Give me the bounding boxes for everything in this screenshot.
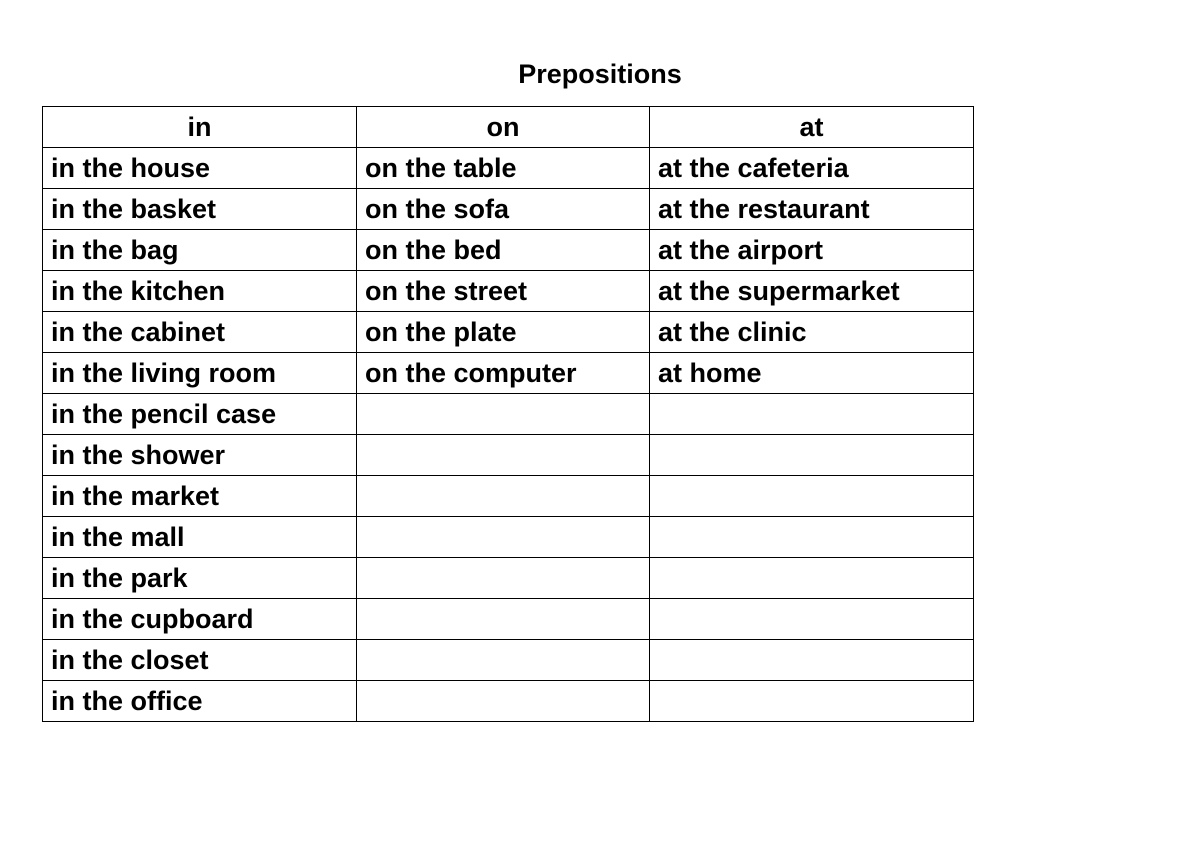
table-cell: in the bag <box>43 230 357 271</box>
table-cell <box>357 558 650 599</box>
table-row <box>43 558 974 599</box>
table-cell <box>357 517 650 558</box>
table-cell: on the computer <box>357 353 650 394</box>
table-cell: in the cupboard <box>43 599 357 640</box>
table-cell: at the restaurant <box>650 189 974 230</box>
page-title: Prepositions <box>518 59 682 89</box>
table-cell: at the airport <box>650 230 974 271</box>
table-cell: at the supermarket <box>650 271 974 312</box>
table-cell: in the cabinet <box>43 312 357 353</box>
table-header-row <box>43 107 974 148</box>
table-cell <box>650 476 974 517</box>
table-cell <box>650 435 974 476</box>
table-cell: in the market <box>43 476 357 517</box>
table-cell <box>650 394 974 435</box>
table-cell <box>650 517 974 558</box>
table-cell <box>357 681 650 722</box>
table-cell: at the cafeteria <box>650 148 974 189</box>
table-row <box>43 189 974 230</box>
table-row <box>43 353 974 394</box>
table-cell <box>650 599 974 640</box>
table-row <box>43 517 974 558</box>
table-row <box>43 394 974 435</box>
table-cell: in the pencil case <box>43 394 357 435</box>
table-cell: in the shower <box>43 435 357 476</box>
table-cell <box>357 435 650 476</box>
table-cell: at the clinic <box>650 312 974 353</box>
table-cell: in the office <box>43 681 357 722</box>
table-cell <box>357 394 650 435</box>
table-cell: in the park <box>43 558 357 599</box>
table-cell: on the sofa <box>357 189 650 230</box>
table-cell <box>357 476 650 517</box>
table-cell: on the street <box>357 271 650 312</box>
table-cell: in the mall <box>43 517 357 558</box>
table-cell <box>650 681 974 722</box>
table-cell: in the living room <box>43 353 357 394</box>
table-cell: in the kitchen <box>43 271 357 312</box>
table-cell: on the plate <box>357 312 650 353</box>
column-header-at: at <box>650 107 974 148</box>
table-row <box>43 476 974 517</box>
prepositions-table <box>42 106 974 722</box>
table-row <box>43 148 974 189</box>
table-row <box>43 230 974 271</box>
table-row <box>43 599 974 640</box>
table-cell: at home <box>650 353 974 394</box>
table-row <box>43 681 974 722</box>
table-cell: in the house <box>43 148 357 189</box>
table-cell: in the closet <box>43 640 357 681</box>
table-row <box>43 271 974 312</box>
table-cell <box>357 640 650 681</box>
table-row <box>43 312 974 353</box>
table-row <box>43 435 974 476</box>
table-cell: on the bed <box>357 230 650 271</box>
table-cell <box>650 558 974 599</box>
table-row <box>43 640 974 681</box>
column-header-in: in <box>43 107 357 148</box>
column-header-on: on <box>357 107 650 148</box>
table-cell: in the basket <box>43 189 357 230</box>
table-cell <box>650 640 974 681</box>
table-cell <box>357 599 650 640</box>
table-cell: on the table <box>357 148 650 189</box>
